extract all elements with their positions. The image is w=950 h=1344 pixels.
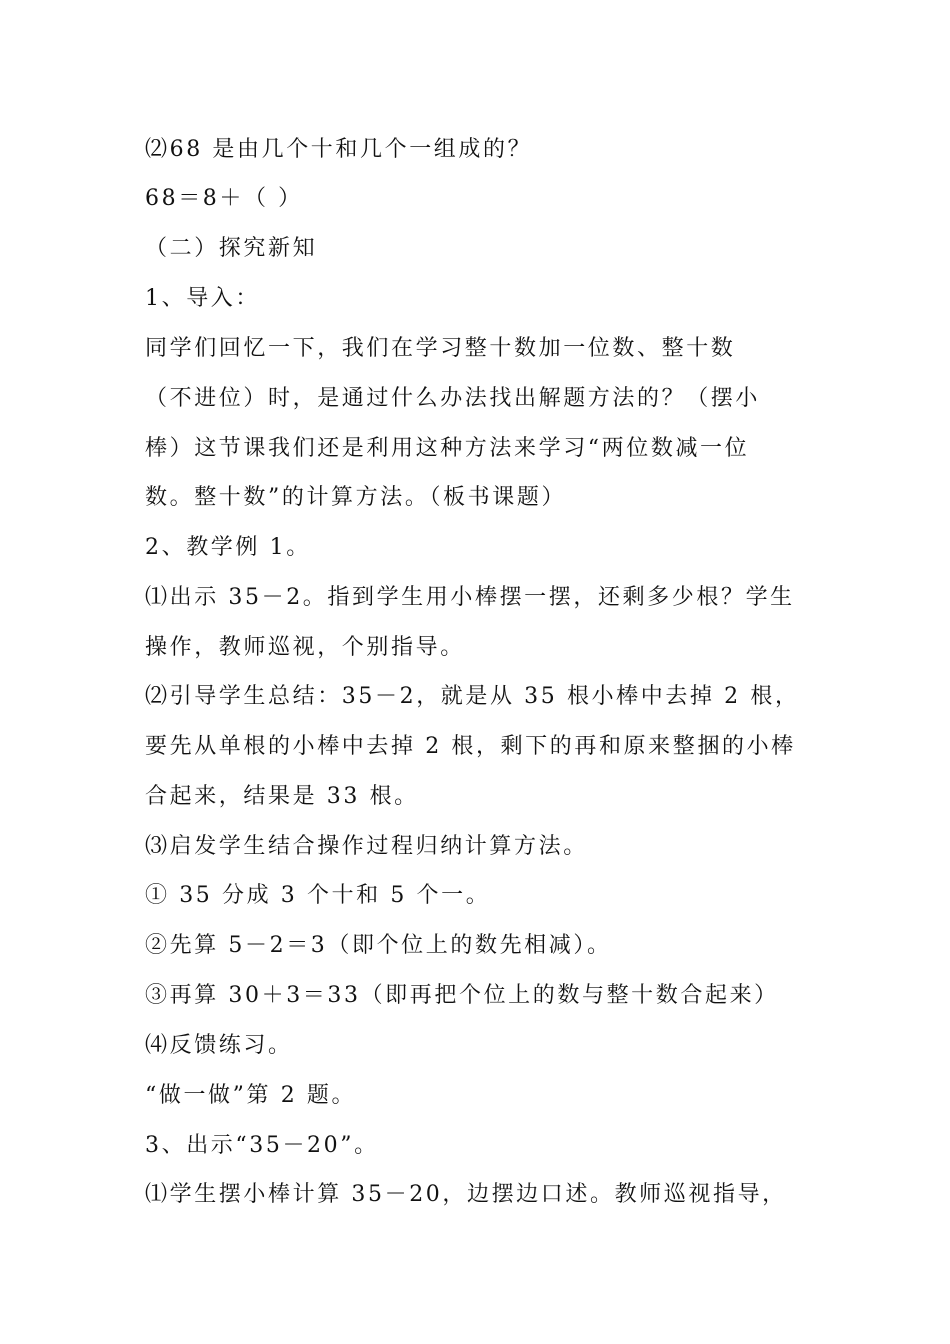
text-line: ⑴学生摆小棒计算 35－20，边摆边口述。教师巡视指导， xyxy=(145,1182,787,1207)
text-line: “做一做”第 2 题。 xyxy=(145,1083,357,1108)
text-line: 3、出示“35－20”。 xyxy=(145,1133,379,1158)
text-line: 要先从单根的小棒中去掉 2 根，剩下的再和原来整捆的小棒 xyxy=(145,734,796,759)
text-line: ⑷反馈练习。 xyxy=(145,1033,293,1058)
text-line: 棒）这节课我们还是利用这种方法来学习“两位数减一位 xyxy=(145,436,750,461)
text-line: 操作，教师巡视，个别指导。 xyxy=(145,635,465,660)
text-line: ⑵引导学生总结：35－2，就是从 35 根小棒中去掉 2 根， xyxy=(145,684,800,709)
text-line: ⑵68 是由几个十和几个一组成的？ xyxy=(145,137,533,162)
text-line: ③再算 30＋3＝33（即再把个位上的数与整十数合起来） xyxy=(145,983,779,1008)
text-line: 1、导入： xyxy=(145,286,260,311)
text-line: ②先算 5－2＝3（即个位上的数先相减）。 xyxy=(145,933,612,958)
text-line: 68＝8＋（ ） xyxy=(145,186,303,211)
text-line: （不进位）时，是通过什么办法找出解题方法的？（摆小 xyxy=(145,386,761,411)
text-line: ⑴出示 35－2。指到学生用小棒摆一摆，还剩多少根？学生 xyxy=(145,585,795,610)
text-line: ① 35 分成 3 个十和 5 个一。 xyxy=(145,883,491,908)
text-line: ⑶启发学生结合操作过程归纳计算方法。 xyxy=(145,834,588,859)
text-line: 同学们回忆一下，我们在学习整十数加一位数、整十数 xyxy=(145,336,736,361)
text-line: 数。整十数”的计算方法。（板书课题） xyxy=(145,485,567,510)
section-heading: （二）探究新知 xyxy=(145,236,318,261)
text-line: 合起来，结果是 33 根。 xyxy=(145,784,419,809)
text-line: 2、教学例 1。 xyxy=(145,535,311,560)
